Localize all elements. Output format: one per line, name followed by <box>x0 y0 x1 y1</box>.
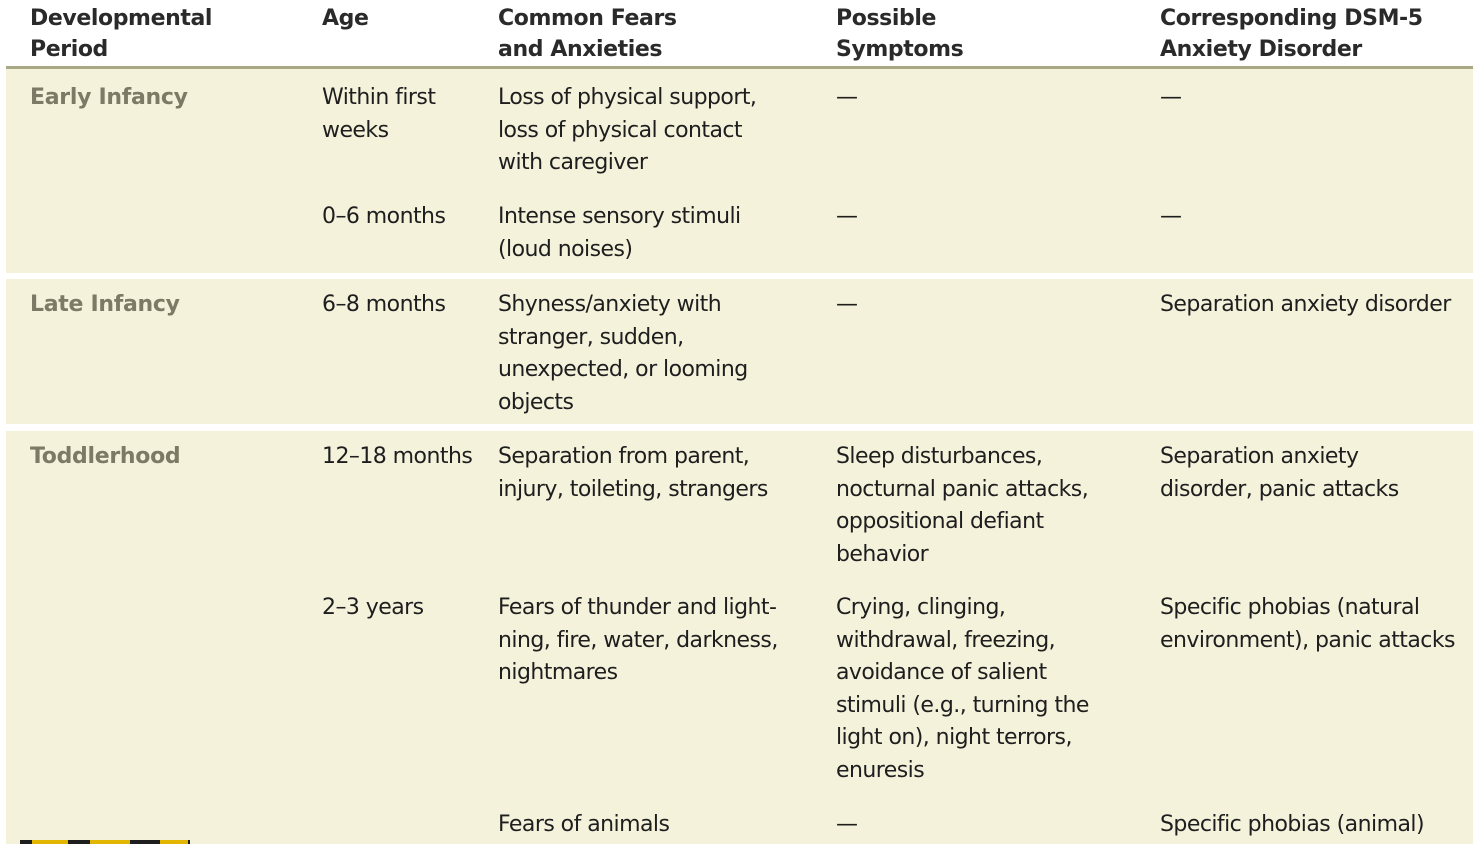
fears-cell: Fears of thunder and light- ning, fire, water, darkness, nightmares <box>498 595 778 685</box>
column-header-age: Age <box>322 6 369 31</box>
symptoms-cell: — <box>836 85 858 110</box>
disorder-cell: — <box>1160 204 1182 229</box>
column-header-developmental-period: Developmental Period <box>30 6 213 62</box>
symptoms-cell: — <box>836 204 858 229</box>
disorder-cell: — <box>1160 85 1182 110</box>
disorder-cell: Specific phobias (natural environment), panic attacks <box>1160 595 1455 653</box>
age-cell: 6–8 months <box>322 292 446 317</box>
fears-cell: Intense sensory stimuli (loud noises) <box>498 204 741 262</box>
age-cell: Within first weeks <box>322 85 436 143</box>
symptoms-cell: Crying, clinging, withdrawal, freezing, avoidance of salient stimuli (e.g., turning the light on), night terrors, enuresis <box>836 595 1089 783</box>
column-header-common-fears: Common Fears and Anxieties <box>498 6 677 62</box>
fears-cell: Fears of animals <box>498 812 670 837</box>
symptoms-cell: — <box>836 292 858 317</box>
disorder-cell: Separation anxiety disorder <box>1160 292 1451 317</box>
disorder-cell: Specific phobias (animal) <box>1160 812 1424 837</box>
period-label: Early Infancy <box>30 85 188 110</box>
table-header <box>0 0 1473 66</box>
symptoms-cell: Sleep disturbances, nocturnal panic attacks, oppositional defiant behavior <box>836 444 1089 567</box>
age-cell: 2–3 years <box>322 595 424 620</box>
fears-cell: Loss of physical support, loss of physical contact with caregiver <box>498 85 757 175</box>
symptoms-cell: — <box>836 812 858 837</box>
column-header-dsm5-disorder: Corresponding DSM-5 Anxiety Disorder <box>1160 6 1423 62</box>
fears-cell: Shyness/anxiety with stranger, sudden, unexpected, or looming objects <box>498 292 748 415</box>
age-cell: 12–18 months <box>322 444 473 469</box>
period-label: Toddlerhood <box>30 444 181 469</box>
fears-cell: Separation from parent, injury, toileting, strangers <box>498 444 768 502</box>
cropped-footer-strip <box>20 840 190 844</box>
age-cell: 0–6 months <box>322 204 446 229</box>
column-header-possible-symptoms: Possible Symptoms <box>836 6 964 62</box>
period-label: Late Infancy <box>30 292 180 317</box>
disorder-cell: Separation anxiety disorder, panic attacks <box>1160 444 1399 502</box>
